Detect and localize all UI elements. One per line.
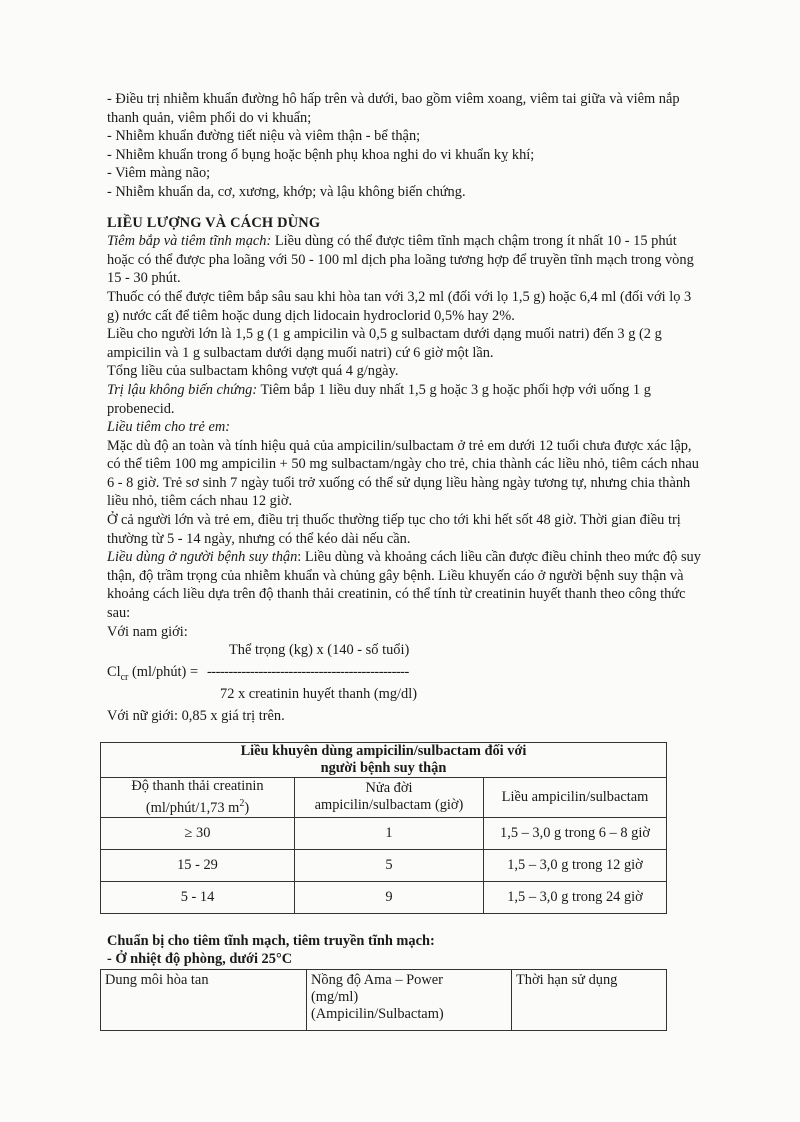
children-paragraph: Mặc dù độ an toàn và tính hiệu quả của ampicilin/sulbactam ở trẻ em dưới 12 tuổi chưa được xác lập, có thể tiêm 100 mg ampicilin + 50 mg sulbactam/ngày cho trẻ, chia thành các liều nhỏ, tiêm cách nhau 6 - 8 giờ. Trẻ sơ sinh 7 ngày tuổi trở xuống có thể sử dụng liều hàng ngày tương tự, nhưng chia thành liều nhỏ, tiêm cách nhau 12 giờ. bbox=[107, 437, 699, 510]
table-row bbox=[101, 881, 667, 913]
header-text: (Ampicilin/Sulbactam) bbox=[311, 1005, 444, 1022]
children-label bbox=[107, 418, 702, 437]
table-header-row bbox=[101, 969, 667, 1030]
indication-item: - Nhiễm khuẩn trong ổ bụng hoặc bệnh phụ khoa nghi do vi khuẩn kỵ khí; bbox=[107, 146, 535, 163]
header-text: (mg/ml) bbox=[311, 988, 359, 1005]
header-superscript: 2 bbox=[239, 797, 245, 809]
document-content bbox=[107, 90, 702, 1031]
table-title-line: người bệnh suy thận bbox=[320, 759, 447, 776]
header-concentration bbox=[307, 969, 512, 1030]
header-shelf-life: Thời hạn sử dụng bbox=[512, 969, 667, 1030]
formula-numerator: Thể trọng (kg) x (140 - số tuổi) bbox=[229, 642, 410, 659]
cell-dose: 1,5 – 3,0 g trong 12 giờ bbox=[484, 849, 667, 881]
header-clearance bbox=[101, 777, 295, 817]
cell-dose: 1,5 – 3,0 g trong 6 – 8 giờ bbox=[484, 817, 667, 849]
table-title-row bbox=[101, 742, 667, 777]
cell-half-life: 1 bbox=[295, 817, 484, 849]
header-text: Độ thanh thải creatinin bbox=[131, 777, 264, 794]
formula-lhs-unit: (ml/phút) = bbox=[128, 664, 199, 681]
indication-item: - Viêm màng não; bbox=[107, 165, 211, 182]
gonorrhea-text: Tiêm bắp 1 liều duy nhất 1,5 g hoặc 3 g hoặc phối hợp với uống 1 g probenecid. bbox=[107, 381, 651, 417]
adult-dose-paragraph: Liều cho người lớn là 1,5 g (1 g ampicilin và 0,5 g sulbactam dưới dạng muối natri) đến 3 g (2 g ampicilin và 1 g sulbactam dưới dạng muối natri) cứ 6 giờ một lần. bbox=[107, 326, 662, 361]
formula-denominator: 72 x creatinin huyết thanh (mg/dl) bbox=[220, 686, 418, 703]
header-half-life bbox=[295, 777, 484, 817]
im-iv-paragraph bbox=[107, 232, 702, 288]
renal-text: : Liều dùng và khoảng cách liều cần được điều chỉnh theo mức độ suy thận, độ trầm trọng của nhiễm khuẩn và chủng gây bệnh. Liều khuyến cáo ở người bệnh suy thận và khoảng cách liều dựa trên độ thanh thải creatinin, có thể tính từ creatinin huyết thanh theo công thức sau: bbox=[107, 549, 701, 622]
preparation-table bbox=[100, 969, 667, 1031]
indication-item: - Nhiễm khuẩn da, cơ, xương, khớp; và lậu không biến chứng. bbox=[107, 183, 466, 200]
table-row bbox=[101, 849, 667, 881]
cell-clearance: ≥ 30 bbox=[101, 817, 295, 849]
indication-item: - Nhiễm khuẩn đường tiết niệu và viêm thận - bể thận; bbox=[107, 128, 421, 145]
table-row bbox=[101, 817, 667, 849]
female-formula: Với nữ giới: 0,85 x giá trị trên. bbox=[107, 708, 285, 725]
renal-label: Liều dùng ở người bệnh suy thận bbox=[107, 549, 298, 566]
gonorrhea-paragraph bbox=[107, 381, 702, 418]
duration-paragraph: Ở cả người lớn và trẻ em, điều trị thuốc thường tiếp tục cho tới khi hết sốt 48 giờ. Thời gian điều trị thường từ 5 - 14 ngày, nhưng có thể kéo dài nếu cần. bbox=[107, 512, 681, 547]
indication-item: - Điều trị nhiễm khuẩn đường hô hấp trên và dưới, bao gồm viêm xoang, viêm tai giữa và viêm nắp thanh quản, viêm phổi do vi khuẩn; bbox=[107, 91, 680, 126]
formula-fraction-line: ----------------------------------------------- bbox=[207, 664, 409, 681]
cell-dose: 1,5 – 3,0 g trong 24 giờ bbox=[484, 881, 667, 913]
header-paren: ) bbox=[244, 799, 250, 816]
header-text: Nồng độ Ama – Power bbox=[311, 971, 443, 988]
table-title bbox=[101, 742, 667, 777]
max-dose-paragraph: Tổng liều của sulbactam không vượt quá 4 g/ngày. bbox=[107, 363, 399, 380]
formula-lhs bbox=[107, 663, 198, 687]
cell-clearance: 15 - 29 bbox=[101, 849, 295, 881]
table-header-row bbox=[101, 777, 667, 817]
header-text: Nửa đời bbox=[365, 780, 413, 797]
im-iv-label: Tiêm bắp và tiêm tĩnh mạch: bbox=[107, 233, 272, 250]
preparation-subheading: - Ở nhiệt độ phòng, dưới 25°C bbox=[107, 951, 293, 968]
table-title-line: Liều khuyên dùng ampicilin/sulbactam đối với bbox=[240, 742, 527, 759]
renal-paragraph bbox=[107, 548, 702, 622]
preparation-heading: Chuẩn bị cho tiêm tĩnh mạch, tiêm truyền tĩnh mạch: bbox=[107, 932, 435, 949]
header-solvent: Dung môi hòa tan bbox=[101, 969, 307, 1030]
dosage-heading: LIỀU LƯỢNG VÀ CÁCH DÙNG bbox=[107, 214, 321, 231]
gonorrhea-label: Trị lậu không biến chứng: bbox=[107, 381, 258, 398]
formula-lhs-subscript: cr bbox=[120, 672, 129, 684]
renal-dose-table bbox=[100, 742, 667, 914]
cell-half-life: 9 bbox=[295, 881, 484, 913]
cell-half-life: 5 bbox=[295, 849, 484, 881]
cell-clearance: 5 - 14 bbox=[101, 881, 295, 913]
header-text bbox=[105, 795, 290, 817]
im-iv-text: Liều dùng có thể được tiêm tĩnh mạch chậm trong ít nhất 10 - 15 phút hoặc có thể được pha loãng với 50 - 100 ml dịch pha loãng tương hợp để truyền tĩnh mạch trong vòng 15 - 30 phút. bbox=[107, 233, 694, 287]
header-unit: (ml/phút/1,73 m bbox=[145, 799, 240, 816]
clearance-formula bbox=[107, 641, 702, 707]
header-text: ampicilin/sulbactam (giờ) bbox=[314, 797, 464, 814]
male-label: Với nam giới: bbox=[107, 623, 188, 640]
formula-lhs-symbol: Cl bbox=[107, 664, 121, 681]
header-dose: Liều ampicilin/sulbactam bbox=[484, 777, 667, 817]
children-label-text: Liều tiêm cho trẻ em: bbox=[107, 419, 231, 436]
im-paragraph: Thuốc có thể được tiêm bắp sâu sau khi hòa tan với 3,2 ml (đối với lọ 1,5 g) hoặc 6,4 ml (đối với lọ 3 g) nước cất để tiêm hoặc dung dịch lidocain hydroclorid 0,5% hay 2%. bbox=[107, 288, 692, 324]
